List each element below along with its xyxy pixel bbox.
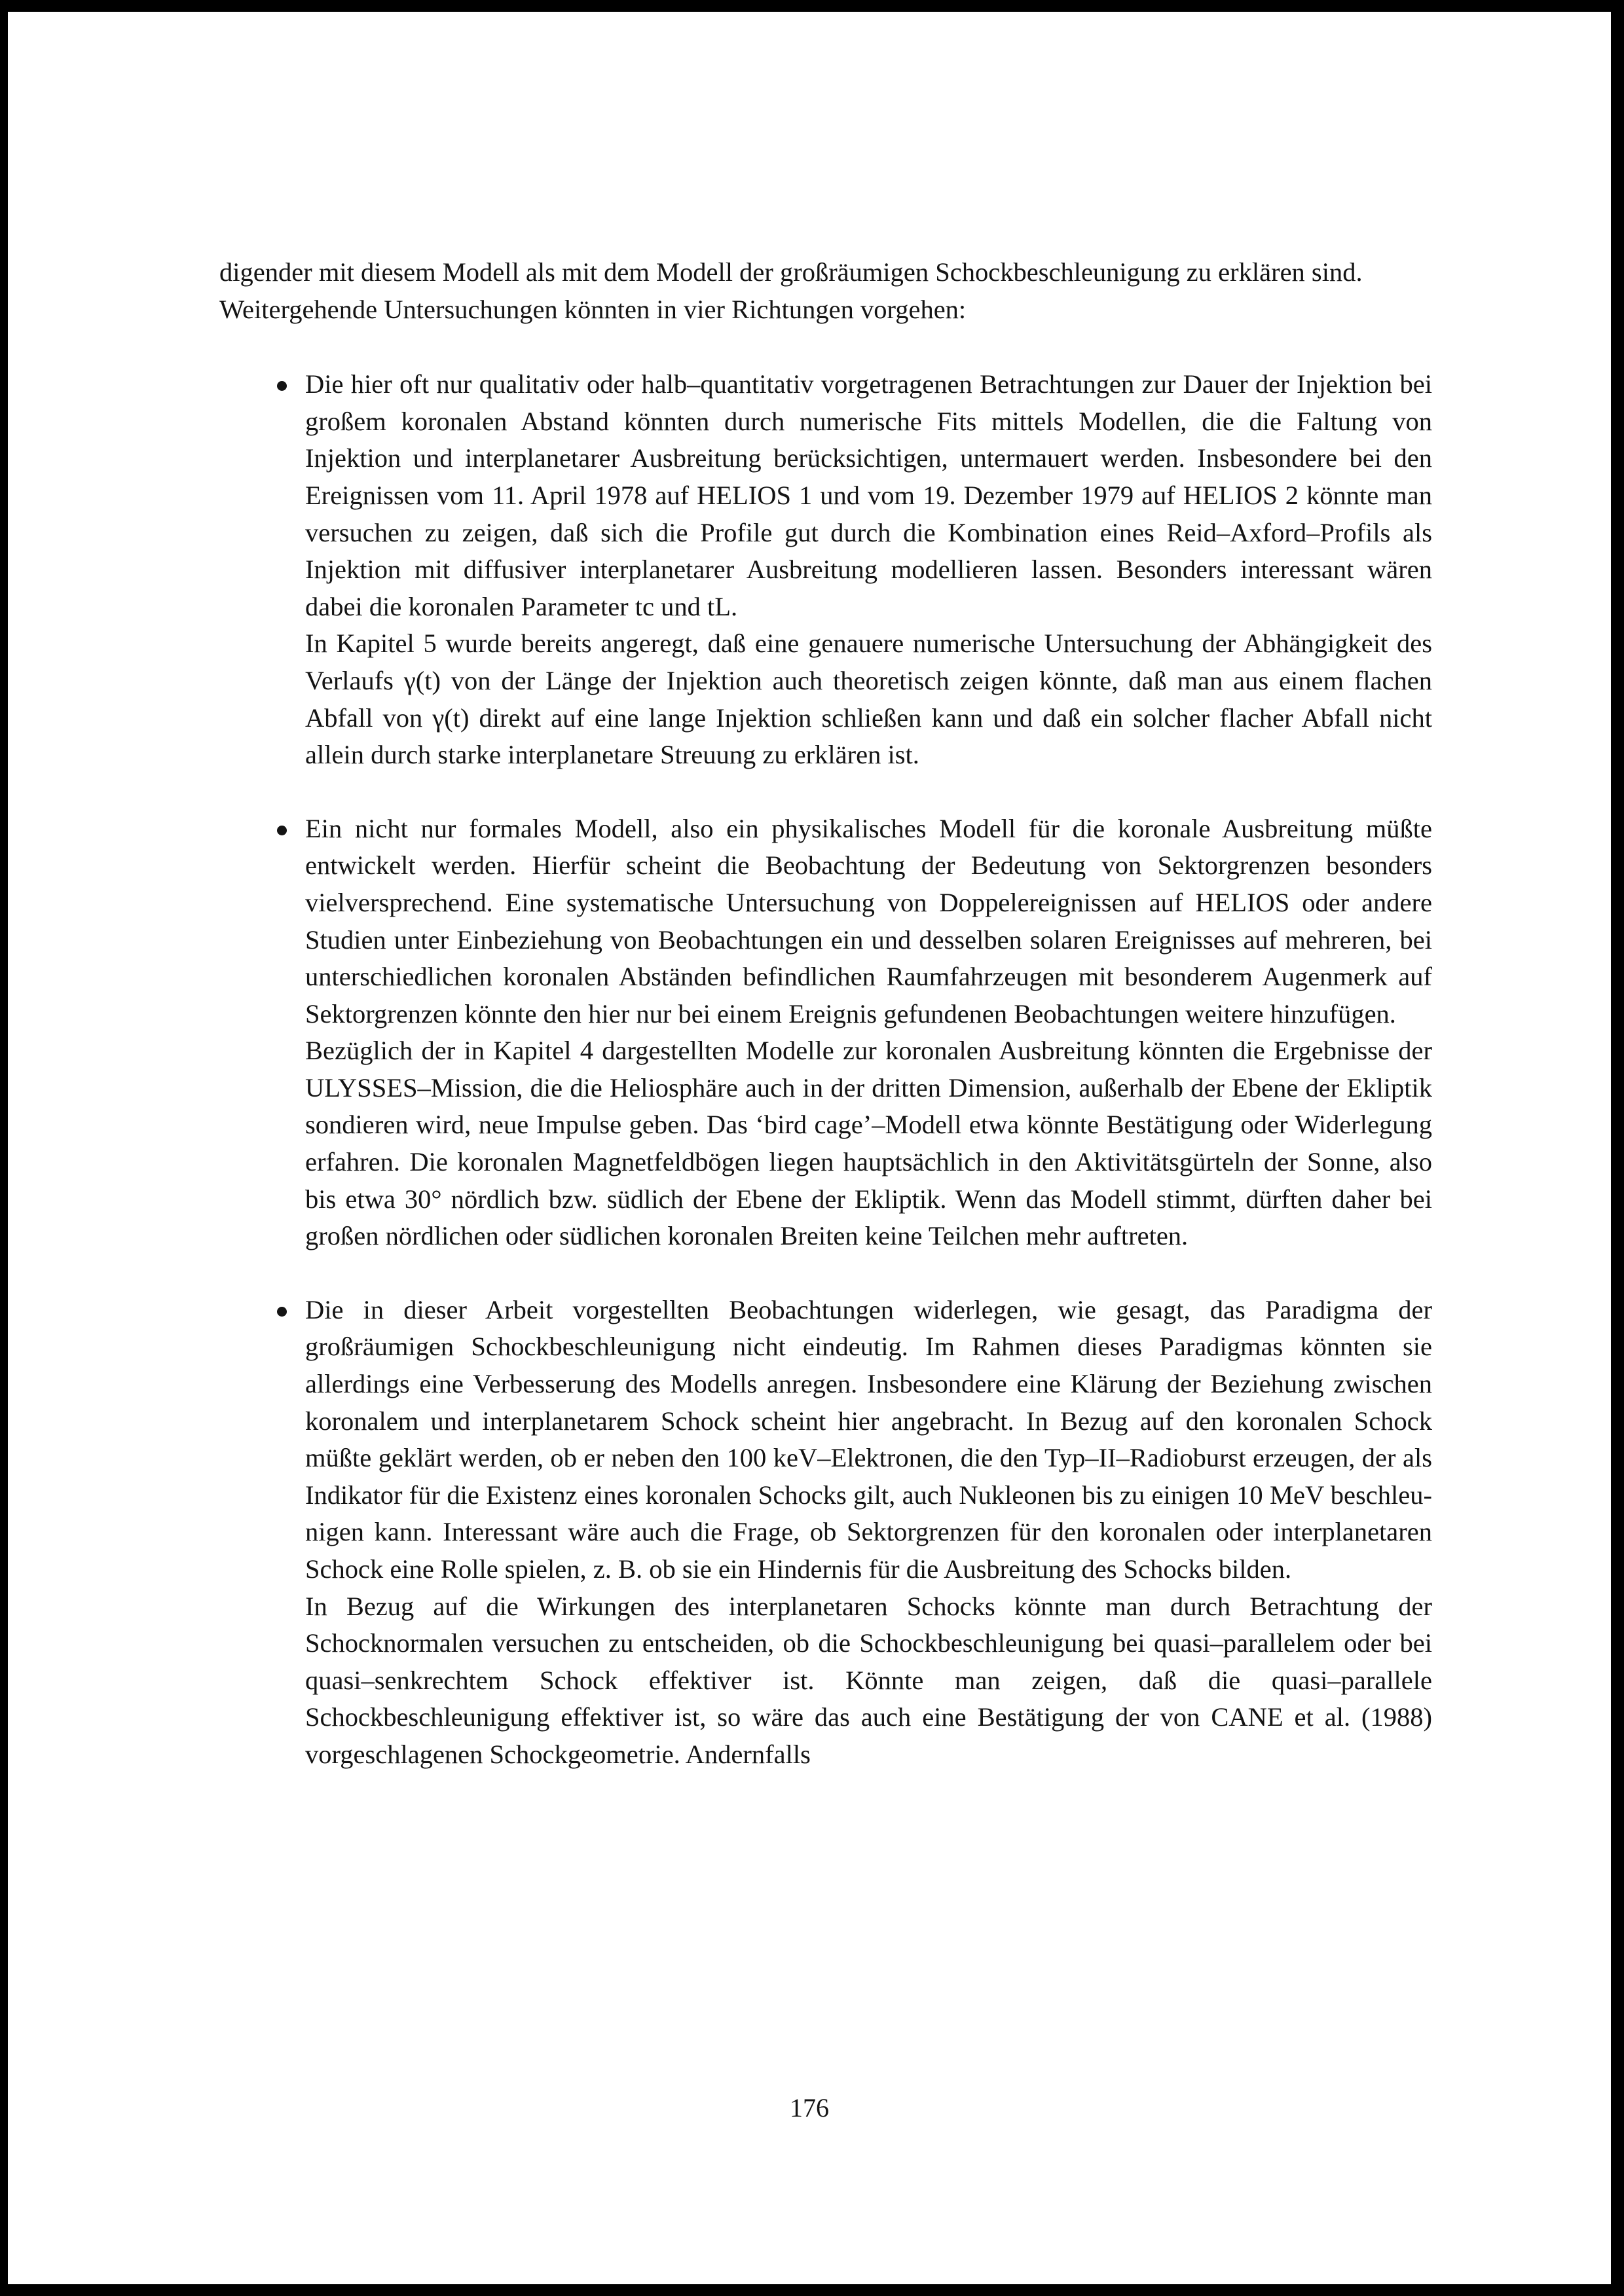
bullet-icon xyxy=(277,1307,287,1317)
list-item xyxy=(219,366,1432,774)
item-paragraph: Die in dieser Arbeit vorgestellten Beobachtungen widerlegen, wie gesagt, das Paradigma der großräumigen Schockbeschleunigung nicht eindeutig. Im Rahmen dieses Paradigmas könnten sie allerdings eine Verbesserung des Modells anregen. Insbesondere eine Klärung der Beziehung zwischen koronalem und interplanetarem Schock scheint hier angebracht. In Bezug auf den koronalen Schock müßte geklärt werden, ob er neben den 100 keV–Elektronen, die den Typ–II–Radioburst erzeugen, der als Indikator für die Existenz eines koronalen Schocks gilt, auch Nukleonen bis zu einigen 10 MeV beschleunigen kann. Interessant wäre auch die Frage, ob Sektorgrenzen für den koronalen oder interplanetaren Schock eine Rolle spielen, z. B. ob sie ein Hindernis für die Ausbreitung des Schocks bilden. xyxy=(305,1294,1432,1584)
item-paragraph: Ein nicht nur formales Modell, also ein physikalisches Modell für die koronale Ausbreitung müßte entwickelt werden. Hierfür scheint die Beobachtung der Bedeutung von Sektorgrenzen besonders vielversprechend. Eine systematische Untersuchung von Doppelereignissen auf HELIOS oder andere Studien unter Einbeziehung von Beobachtungen ein und desselben solaren Ereignisses auf mehreren, bei unterschiedlichen koronalen Abständen befindlichen Raumfahrzeugen mit besonderem Augenmerk auf Sektorgrenzen könnte den hier nur bei einem Ereignis gefundenen Beobachtungen weitere hinzufügen. xyxy=(305,813,1432,1029)
page-number: 176 xyxy=(790,2093,829,2123)
page-content xyxy=(219,254,1432,1810)
intro-block xyxy=(219,254,1432,328)
intro-paragraph: Weitergehende Untersuchungen könnten in vier Richtungen vorgehen: xyxy=(219,294,967,324)
intro-paragraph: digender mit diesem Modell als mit dem Modell der großräumigen Schockbeschleunigung zu erklären sind. xyxy=(219,257,1363,287)
bullet-icon xyxy=(277,381,287,391)
item-paragraph: In Kapitel 5 wurde bereits angeregt, daß eine genauere numerische Untersuchung der Abhängigkeit des Verlaufs γ(t) von der Länge der Injektion auch theoretisch zeigen könnte, daß man aus einem flachen Abfall von γ(t) direkt auf eine lange Injektion schließen kann und daß ein solcher flacher Abfall nicht allein durch starke interplanetare Streuung zu erklären ist. xyxy=(305,629,1432,770)
list-item-text xyxy=(305,1292,1432,1774)
research-directions-list xyxy=(219,366,1432,1773)
list-item xyxy=(219,811,1432,1255)
bullet-icon xyxy=(277,826,287,835)
list-item-text xyxy=(305,366,1432,774)
document-page xyxy=(8,12,1611,2284)
list-item-text xyxy=(305,811,1432,1255)
list-item xyxy=(219,1292,1432,1774)
item-paragraph: In Bezug auf die Wirkungen des interplanetaren Schocks könnte man durch Betrachtung der Schocknormalen versuchen zu entscheiden, ob die Schockbeschleunigung bei quasi–parallelem oder bei quasi–senkrechtem Schock effektiver ist. Könnte man zeigen, daß die quasi–parallele Schockbeschleunigung effektiver ist, so wäre das auch eine Bestätigung der von CANE et al. (1988) vorgeschlagenen Schockgeometrie. Andernfalls xyxy=(305,1591,1432,1769)
item-paragraph: Bezüglich der in Kapitel 4 dargestellten Modelle zur koronalen Ausbreitung könnten die Ergebnisse der ULYSSES–Mission, die die Heliosphäre auch in der dritten Dimension, außerhalb der Ebene der Ekliptik sondieren wird, neue Impulse geben. Das ‘bird cage’–Modell etwa könnte Bestätigung oder Widerlegung erfahren. Die koronalen Magnetfeldbögen liegen hauptsächlich in den Aktivitätsgürteln der Sonne, also bis etwa 30° nördlich bzw. südlich der Ebene der Ekliptik. Wenn das Modell stimmt, dürften daher bei großen nördlichen oder südlichen koronalen Breiten keine Teilchen mehr auftreten. xyxy=(305,1036,1432,1251)
item-paragraph: Die hier oft nur qualitativ oder halb–quantitativ vorgetragenen Betrachtungen zur Dauer der Injektion bei großem koronalen Abstand könnten durch numerische Fits mittels Modellen, die die Faltung von Injektion und interplanetarer Ausbreitung berücksichtigen, untermauert werden. Insbesondere bei den Ereignissen vom 11. April 1978 auf HELIOS 1 und vom 19. Dezember 1979 auf HELIOS 2 könnte man versuchen zu zeigen, daß sich die Profile gut durch die Kombination eines Reid–Axford–Profils als Injektion mit diffusiver interplanetarer Ausbreitung modellieren lassen. Besonders interessant wären dabei die koronalen Parameter tc und tL. xyxy=(305,369,1432,621)
